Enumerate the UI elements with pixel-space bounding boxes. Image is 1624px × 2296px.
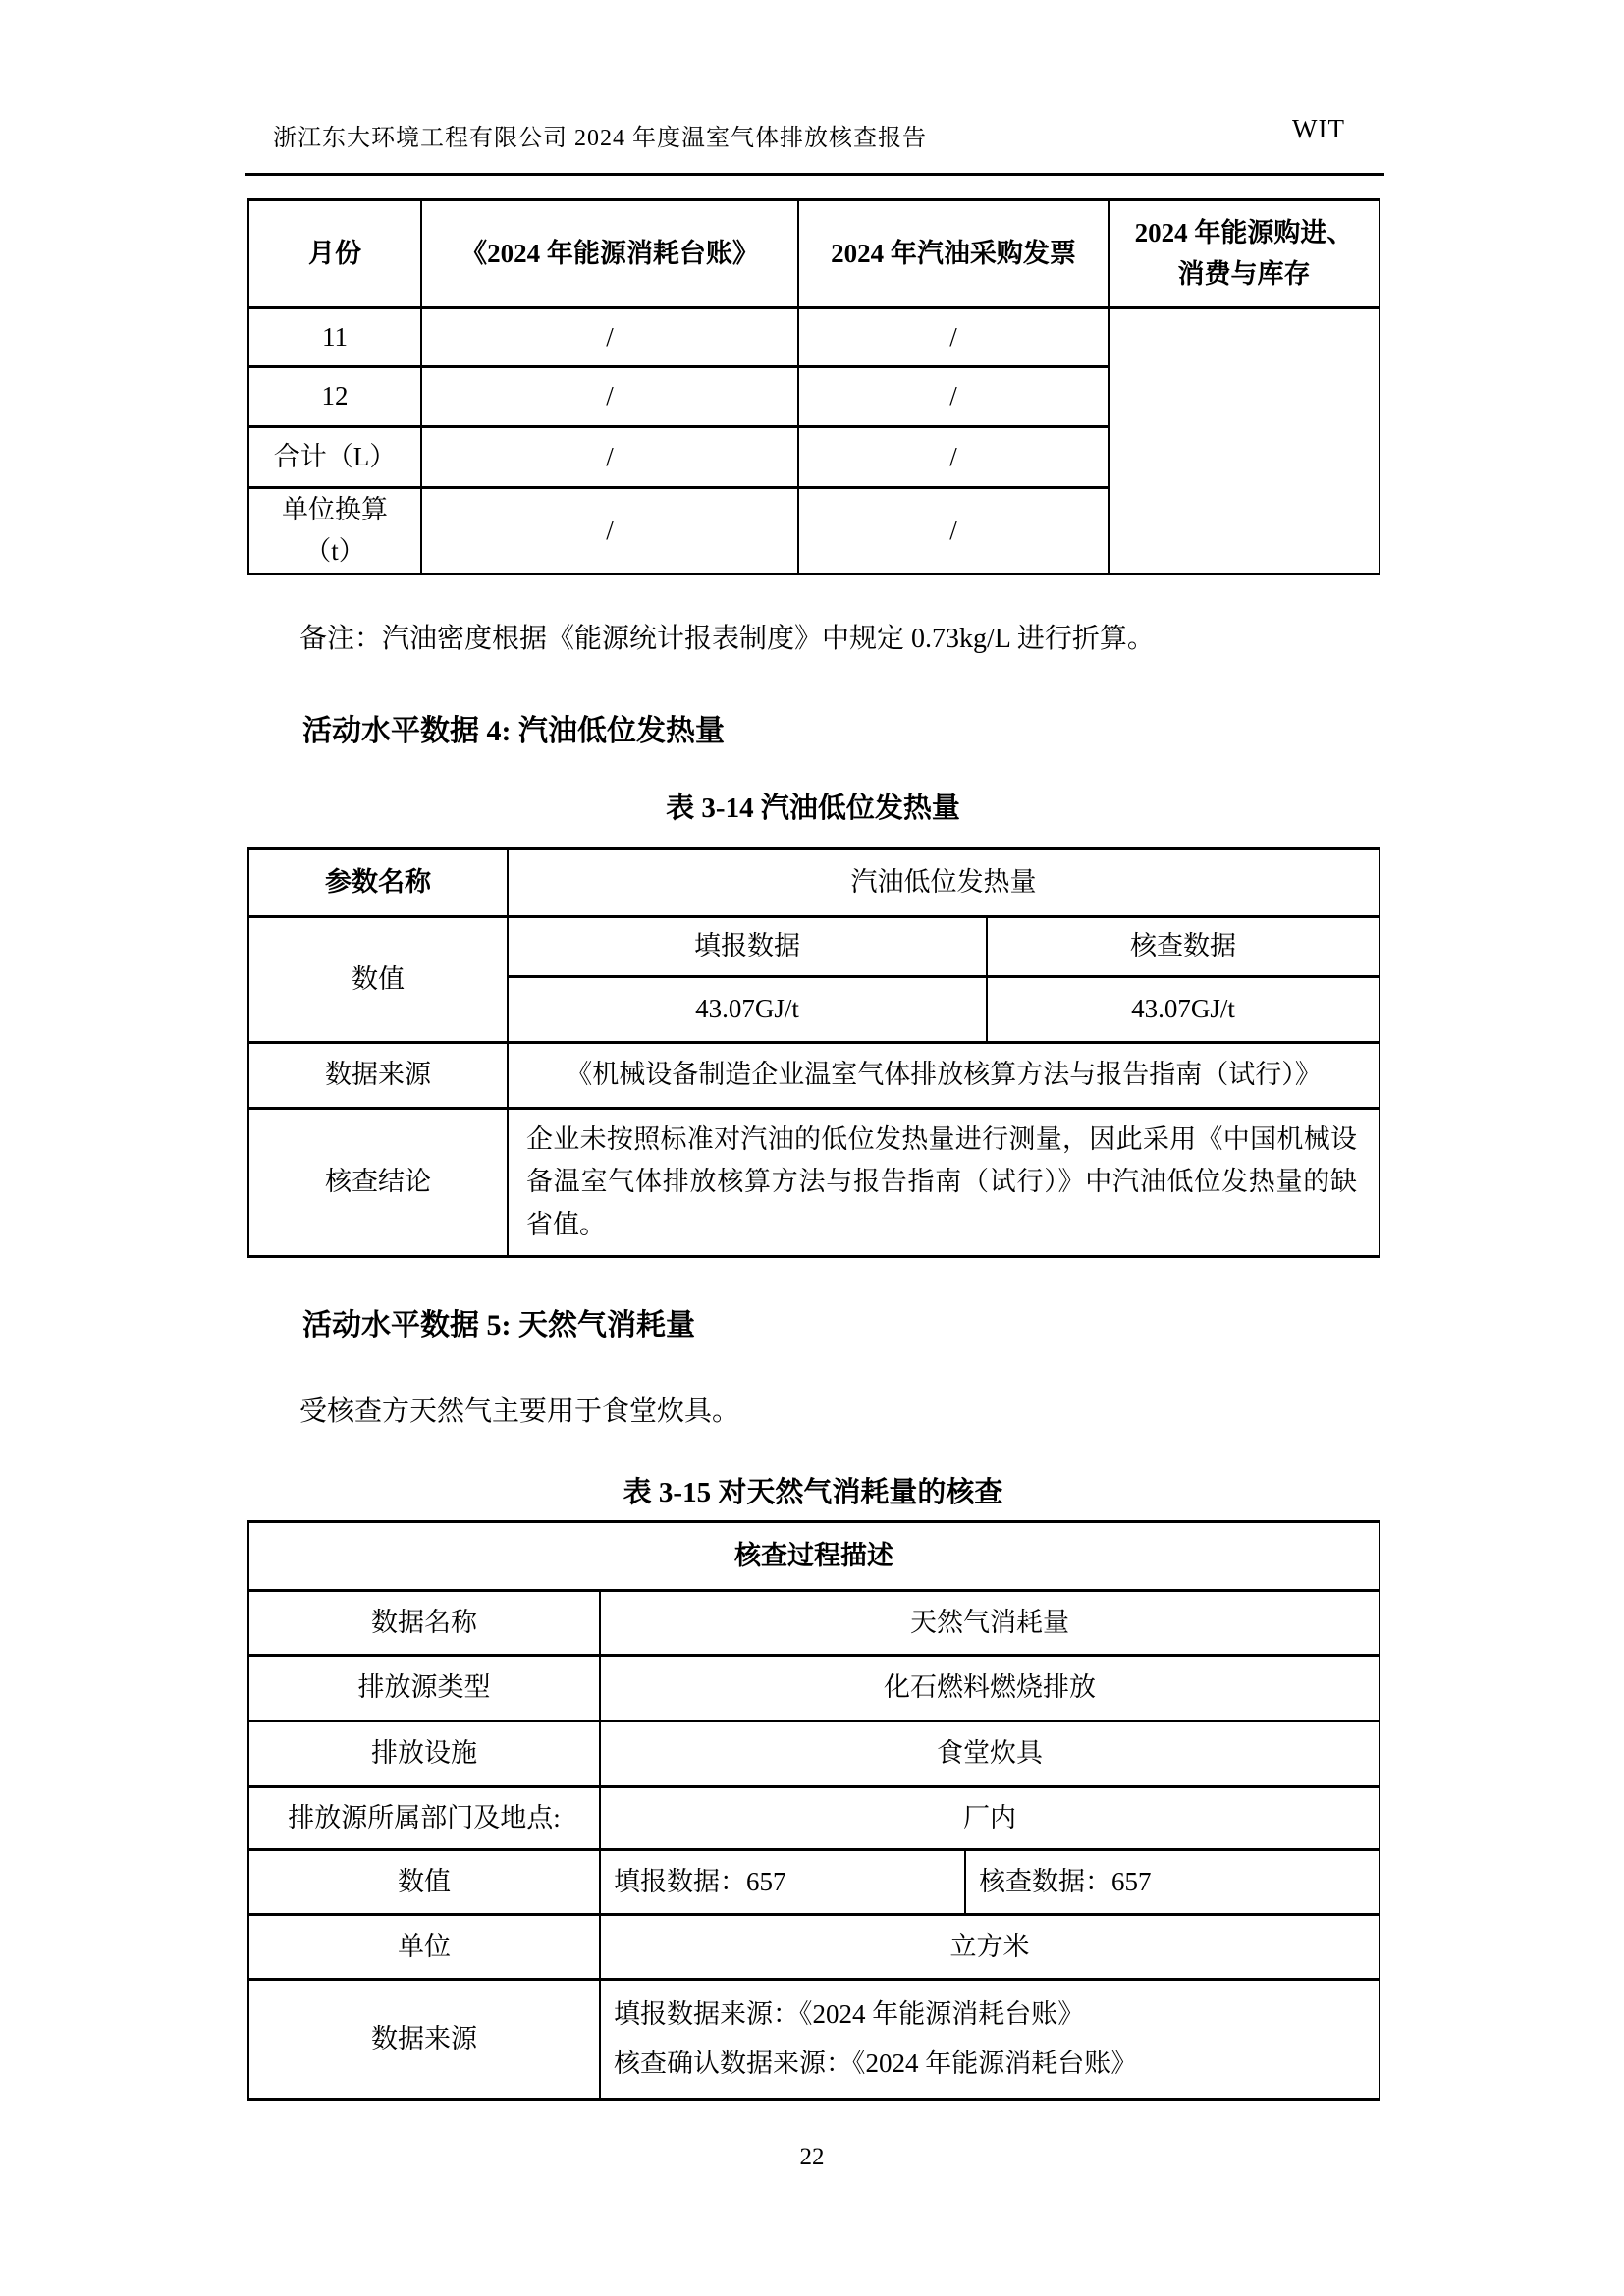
ledger-value-cell: /	[421, 427, 798, 488]
unit-value-cell: 立方米	[600, 1915, 1380, 1980]
table-3-14-title: 表 3-14 汽油低位发热量	[666, 793, 960, 824]
month-cell: 11	[248, 308, 421, 367]
data-source-value-cell	[600, 1980, 1380, 2100]
verified-value-cell: 核查数据：657	[965, 1850, 1380, 1915]
data-source-label-cell: 数据来源	[248, 1980, 600, 2100]
purchase-column-header	[1109, 200, 1380, 308]
section5-heading: 活动水平数据 5: 天然气消耗量	[302, 1309, 695, 1341]
data-name-row	[248, 1591, 1380, 1656]
value-label-cell: 数值	[248, 917, 508, 1043]
remark-note: 备注：汽油密度根据《能源统计报表制度》中规定 0.73kg/L 进行折算。	[299, 624, 1155, 654]
conclusion-label-cell: 核查结论	[248, 1109, 508, 1257]
emission-source-type-value-cell: 化石燃料燃烧排放	[600, 1656, 1380, 1722]
department-location-value-cell: 厂内	[600, 1787, 1380, 1850]
page-header-brand: WIT	[1292, 114, 1345, 143]
data-source-value-cell: 《机械设备制造企业温室气体排放核算方法与报告指南（试行）》	[508, 1043, 1380, 1109]
fuel-invoice-table	[247, 198, 1380, 575]
process-header-cell: 核查过程描述	[248, 1522, 1380, 1591]
process-header-row	[248, 1522, 1380, 1591]
invoice-column-header: 2024 年汽油采购发票	[798, 200, 1109, 308]
header-divider-line	[245, 173, 1384, 176]
verified-value-cell: 43.07GJ/t	[987, 977, 1380, 1043]
department-location-label-cell: 排放源所属部门及地点:	[248, 1787, 600, 1850]
value-label-cell: 数值	[248, 1850, 600, 1915]
data-source-row	[248, 1980, 1380, 2100]
table-header-row	[248, 200, 1380, 308]
table-3-15-title: 表 3-15 对天然气消耗量的核查	[623, 1477, 1003, 1508]
total-label-cell: 合计（L）	[248, 427, 421, 488]
month-column-header: 月份	[248, 200, 421, 308]
data-source-line2: 核查确认数据来源：《2024 年能源消耗台账》	[614, 2048, 1138, 2078]
unit-conversion-line1: 单位换算	[282, 494, 388, 524]
invoice-value-cell: /	[798, 427, 1109, 488]
value-row	[248, 1850, 1380, 1915]
verified-data-label-cell: 核查数据	[987, 917, 1380, 977]
ledger-value-cell: /	[421, 367, 798, 427]
ledger-value-cell: /	[421, 488, 798, 574]
unit-conversion-line2: （t）	[304, 535, 365, 566]
unit-conversion-label-cell	[248, 488, 421, 574]
purchase-header-line2: 消费与库存	[1177, 258, 1311, 289]
data-name-value-cell: 天然气消耗量	[600, 1591, 1380, 1656]
param-name-label-cell: 参数名称	[248, 849, 508, 917]
purchase-merged-empty-cell	[1109, 308, 1380, 574]
reported-value-cell: 填报数据：657	[600, 1850, 965, 1915]
emission-source-type-row	[248, 1656, 1380, 1722]
section5-intro-paragraph: 受核查方天然气主要用于食堂炊具。	[299, 1396, 740, 1427]
ledger-column-header: 《2024 年能源消耗台账》	[421, 200, 798, 308]
invoice-value-cell: /	[798, 308, 1109, 367]
value-subheader-row	[248, 917, 1380, 977]
emission-facility-row	[248, 1722, 1380, 1787]
table-row-month-11	[248, 308, 1380, 367]
invoice-value-cell: /	[798, 488, 1109, 574]
data-name-label-cell: 数据名称	[248, 1591, 600, 1656]
month-cell: 12	[248, 367, 421, 427]
conclusion-text-cell: 企业未按照标准对汽油的低位发热量进行测量，因此采用《中国机械设备温室气体排放核算方法与报告指南（试行）》中汽油低位发热量的缺省值。	[508, 1109, 1380, 1257]
emission-source-type-label-cell: 排放源类型	[248, 1656, 600, 1722]
gasoline-ncv-table	[247, 847, 1380, 1258]
param-name-row	[248, 849, 1380, 917]
section4-heading: 活动水平数据 4: 汽油低位发热量	[302, 715, 725, 747]
unit-row	[248, 1915, 1380, 1980]
reported-data-label-cell: 填报数据	[508, 917, 987, 977]
unit-label-cell: 单位	[248, 1915, 600, 1980]
data-source-line1: 填报数据来源：《2024 年能源消耗台账》	[614, 1998, 1085, 2029]
reported-value-cell: 43.07GJ/t	[508, 977, 987, 1043]
conclusion-row	[248, 1109, 1380, 1257]
purchase-header-line1: 2024 年能源购进、	[1134, 217, 1354, 247]
department-location-row	[248, 1787, 1380, 1850]
param-name-value-cell: 汽油低位发热量	[508, 849, 1380, 917]
page-number: 22	[799, 2144, 825, 2170]
invoice-value-cell: /	[798, 367, 1109, 427]
page-header-title: 浙江东大环境工程有限公司 2024 年度温室气体排放核查报告	[273, 126, 927, 151]
data-source-label-cell: 数据来源	[248, 1043, 508, 1109]
data-source-row	[248, 1043, 1380, 1109]
natural-gas-verification-table	[247, 1520, 1380, 2101]
ledger-value-cell: /	[421, 308, 798, 367]
emission-facility-label-cell: 排放设施	[248, 1722, 600, 1787]
emission-facility-value-cell: 食堂炊具	[600, 1722, 1380, 1787]
